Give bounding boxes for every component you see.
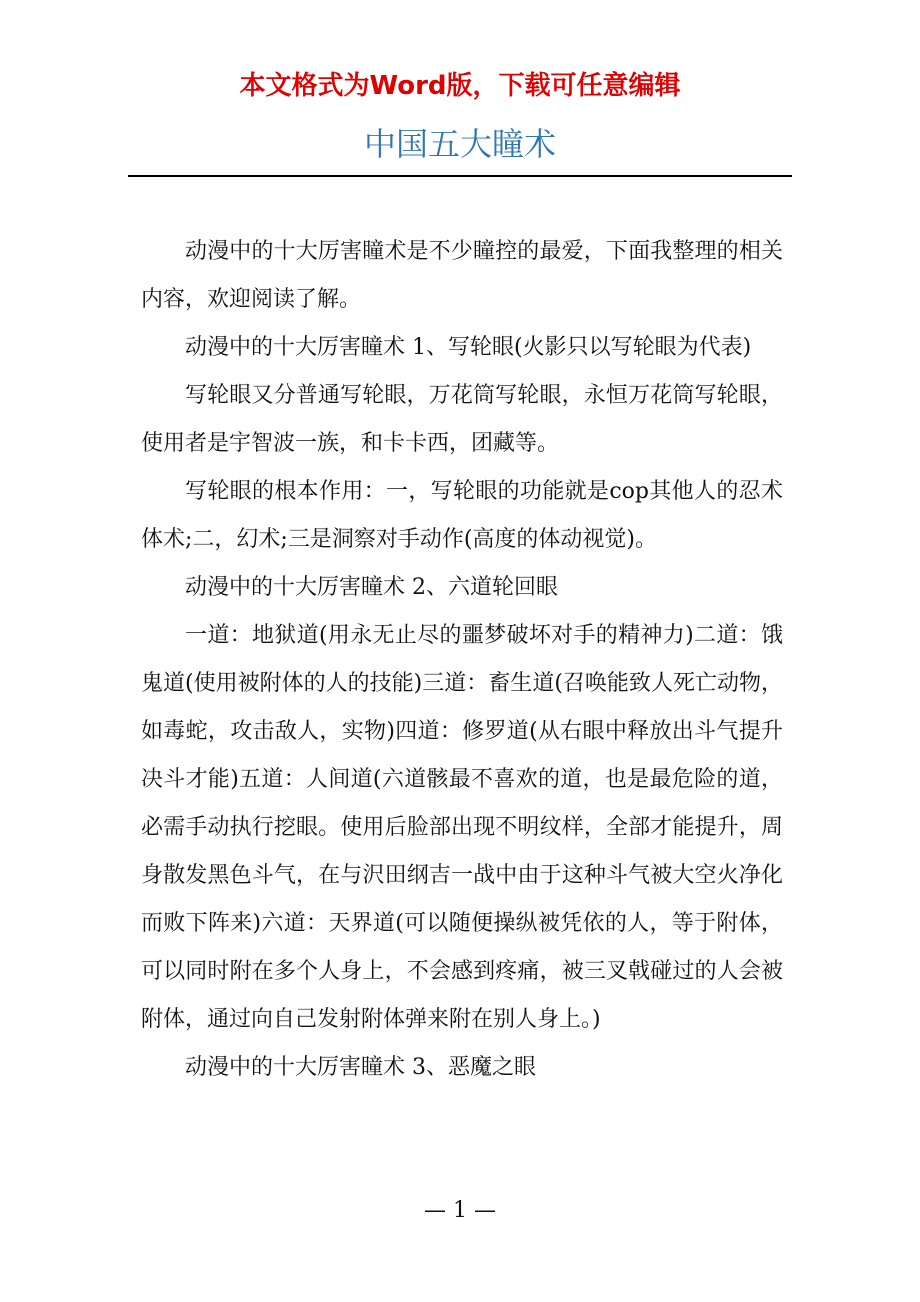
article-body: [141, 228, 783, 1092]
paragraph-sharingan-types: 写轮眼又分普通写轮眼，万花筒写轮眼，永恒万花筒写轮眼，使用者是宇智波一族，和卡卡西，团藏等。: [141, 383, 783, 456]
title-divider: [128, 175, 792, 177]
paragraph-heading-2: 动漫中的十大厉害瞳术 2、六道轮回眼: [185, 575, 558, 600]
paragraph-heading-3: 动漫中的十大厉害瞳术 3、恶魔之眼: [185, 1055, 536, 1080]
paragraph-intro: 动漫中的十大厉害瞳术是不少瞳控的最爱，下面我整理的相关内容，欢迎阅读了解。: [141, 239, 783, 312]
paragraph-six-paths: 一道：地狱道(用永无止尽的噩梦破坏对手的精神力)二道：饿鬼道(使用被附体的人的技能)三道：畜生道(召唤能致人死亡动物，如毒蛇，攻击敌人，实物)四道：修罗道(从右眼中释放出斗气提升决斗才能)五道：人间道(六道骸最不喜欢的道，也是最危险的道，必需手动执行挖眼。使用后脸部出现不明纹样，全部才能提升，周身散发黑色斗气，在与沢田纲吉一战中由于这种斗气被大空火净化而败下阵来)六道：天界道(可以随便操纵被凭依的人，等于附体，可以同时附在多个人身上，不会感到疼痛，被三叉戟碰过的人会被附体，通过向自己发射附体弹来附在别人身上。): [141, 623, 783, 1032]
format-notice: 本文格式为Word版，下载可任意编辑: [239, 71, 681, 101]
paragraph-heading-1: 动漫中的十大厉害瞳术 1、写轮眼(火影只以写轮眼为代表): [185, 335, 752, 360]
page-title: 中国五大瞳术: [363, 125, 556, 163]
paragraph-sharingan-effects: 写轮眼的根本作用：一，写轮眼的功能就是cop其他人的忍术体术;二，幻术;三是洞察对手动作(高度的体动视觉)。: [141, 479, 783, 552]
page-number: — 1 —: [424, 1198, 496, 1223]
